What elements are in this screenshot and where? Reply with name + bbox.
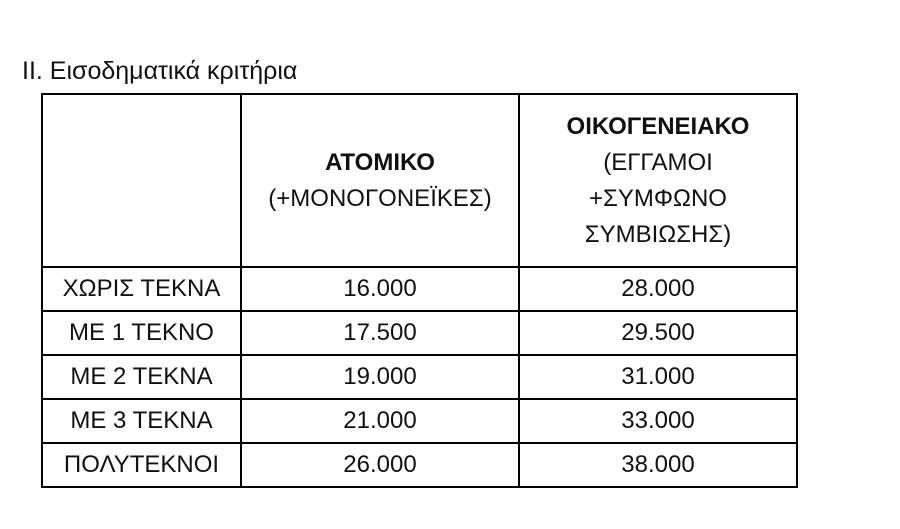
family-value: 33.000: [519, 399, 797, 443]
table-header-row: [42, 94, 797, 267]
income-criteria-table: [41, 93, 798, 488]
header-family-line4: ΣΥΜΒΙΩΣΗΣ): [584, 220, 732, 248]
row-label: ΠΟΛΥΤΕΚΝΟΙ: [42, 443, 241, 487]
row-label: ΧΩΡΙΣ ΤΕΚΝΑ: [42, 267, 241, 311]
table-row: [42, 355, 797, 399]
individual-value: 19.000: [241, 355, 519, 399]
header-cell-family: [519, 94, 797, 267]
row-label: ΜΕ 2 ΤΕΚΝΑ: [42, 355, 241, 399]
table-row: [42, 399, 797, 443]
individual-value: 17.500: [241, 311, 519, 355]
family-value: 38.000: [519, 443, 797, 487]
individual-value: 16.000: [241, 267, 519, 311]
header-cell-empty: [42, 94, 241, 267]
section-title: II. Εισοδηματικά κριτήρια: [22, 57, 298, 85]
table-row: [42, 311, 797, 355]
header-family-line3: +ΣΥΜΦΩΝΟ: [589, 184, 727, 212]
table-row: [42, 267, 797, 311]
header-cell-individual: [241, 94, 519, 267]
family-value: 29.500: [519, 311, 797, 355]
header-individual-title: ΑΤΟΜΙΚΟ: [325, 148, 435, 176]
header-individual-subtitle: (+ΜΟΝΟΓΟΝΕΪΚΕΣ): [268, 184, 492, 212]
row-label: ΜΕ 1 ΤΕΚΝΟ: [42, 311, 241, 355]
individual-value: 26.000: [241, 443, 519, 487]
table-row: [42, 443, 797, 487]
header-family-line2: (ΕΓΓΑΜΟΙ: [603, 148, 713, 176]
family-value: 31.000: [519, 355, 797, 399]
header-family-title: ΟΙΚΟΓΕΝΕΙΑΚΟ: [566, 112, 750, 140]
family-value: 28.000: [519, 267, 797, 311]
individual-value: 21.000: [241, 399, 519, 443]
row-label: ΜΕ 3 ΤΕΚΝΑ: [42, 399, 241, 443]
